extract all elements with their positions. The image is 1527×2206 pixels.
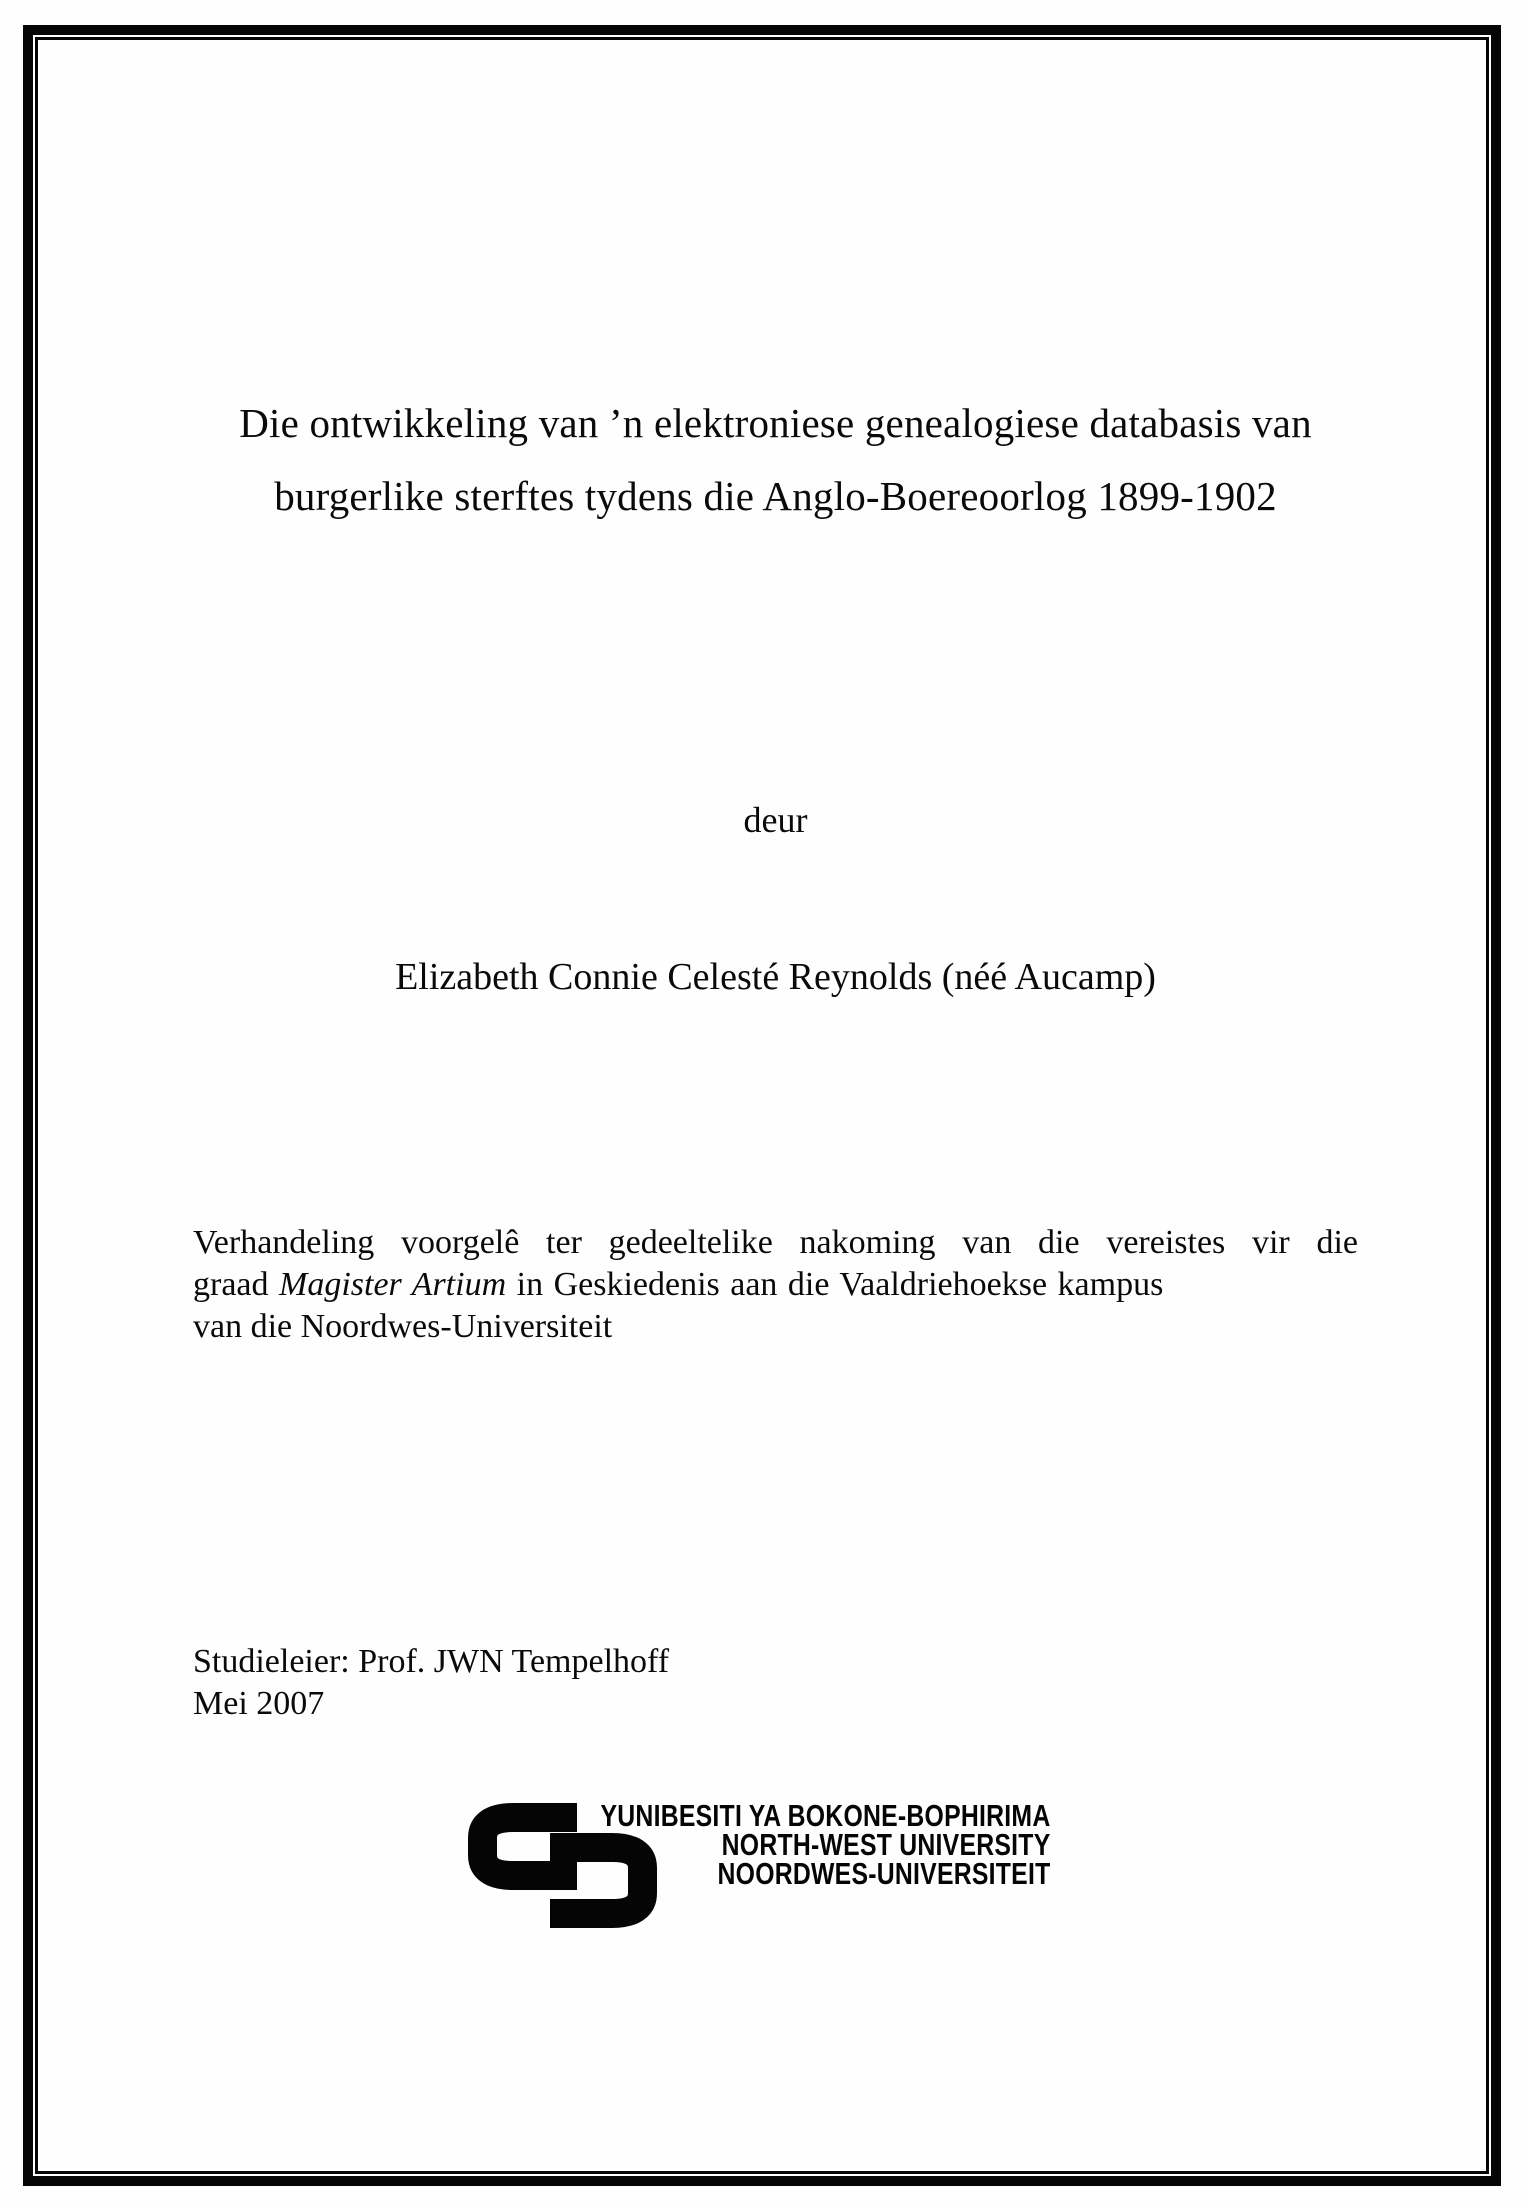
- author-name: Elizabeth Connie Celesté Reynolds (néé Aucamp): [395, 956, 1156, 998]
- logo-line-english: NORTH-WEST UNIVERSITY: [721, 1827, 1050, 1862]
- logo-line-setswana: YUNIBESITI YA BOKONE-BOPHIRIMA: [600, 1798, 1050, 1833]
- supervisor-block: [193, 1641, 1358, 1725]
- supervisor-line: Studieleier: Prof. JWN Tempelhoff: [193, 1643, 670, 1680]
- thesis-title: [193, 387, 1358, 533]
- degree-title-italic: Magister Artium: [279, 1266, 507, 1303]
- degree-statement-line-2-post: in Geskiedenis aan die Vaaldriehoekse kampus: [506, 1266, 1164, 1303]
- date-line: Mei 2007: [193, 1685, 325, 1722]
- university-logo-text: [600, 1798, 1050, 1891]
- logo-line-afrikaans: NOORDWES-UNIVERSITEIT: [717, 1856, 1050, 1891]
- degree-statement-line-2: [193, 1264, 1358, 1306]
- byline: deur: [743, 800, 808, 840]
- degree-statement: [193, 1222, 1358, 1348]
- degree-statement-line-1: Verhandeling voorgelê ter gedeeltelike nakoming van die vereistes vir die: [193, 1224, 1358, 1261]
- degree-statement-line-3: van die Noordwes-Universiteit: [193, 1308, 613, 1345]
- thesis-title-line-1: Die ontwikkeling van ’n elektroniese genealogiese databasis van: [239, 400, 1312, 446]
- degree-statement-line-2-pre: graad: [193, 1266, 280, 1303]
- thesis-title-line-2: burgerlike sterftes tydens die Anglo-Boereoorlog 1899-1902: [274, 473, 1277, 519]
